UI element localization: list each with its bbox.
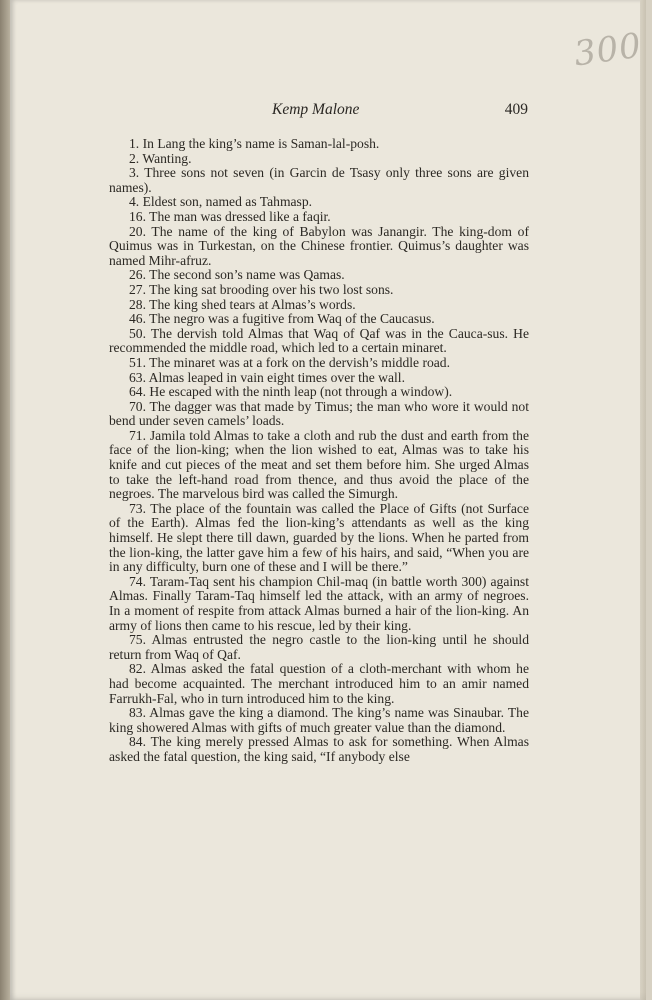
page-edge bbox=[640, 0, 646, 1000]
note-paragraph: 74. Taram-Taq sent his champion Chil-maq (in battle worth 300) against Almas. Finally Taram-Taq himself led the attack, with an army of negroes. In a moment of respite from attack Almas burned a hair of the lion-king. An army of lions then came to his rescue, led by their king. bbox=[109, 573, 529, 633]
body-text bbox=[109, 137, 529, 765]
note-paragraph: 16. The man was dressed like a faqir. bbox=[129, 208, 331, 224]
note-paragraph: 75. Almas entrusted the negro castle to the lion-king until he should return from Waq of Qaf. bbox=[109, 632, 529, 662]
note-paragraph: 64. He escaped with the ninth leap (not through a window). bbox=[129, 384, 453, 400]
note-paragraph: 50. The dervish told Almas that Waq of Qaf was in the Cauca-sus. He recommended the middle road, which led to a certain minaret. bbox=[109, 325, 529, 356]
pencil-margin-note: 300 bbox=[571, 25, 645, 75]
note-paragraph: 4. Eldest son, named as Tahmasp. bbox=[129, 194, 313, 210]
note-paragraph: 63. Almas leaped in vain eight times over the wall. bbox=[129, 369, 405, 385]
note-paragraph: 3. Three sons not seven (in Garcin de Tsasy only three sons are given names). bbox=[109, 165, 529, 195]
page-number: 409 bbox=[504, 101, 528, 118]
note-paragraph: 84. The king merely pressed Almas to ask for something. When Almas asked the fatal question, the king said, “If anybody else bbox=[109, 734, 529, 764]
note-paragraph: 73. The place of the fountain was called the Place of Gifts (not Surface of the Earth). Almas fed the lion-king’s attendants as well as the king himself. He slept there till dawn, guarded by the lions. When he parted from the lion-king, the latter gave him a few of his hairs, and said, “When you are in any difficulty, burn one of these and I will be there.” bbox=[109, 500, 529, 575]
book-binding bbox=[0, 0, 10, 1000]
note-paragraph: 70. The dagger was that made by Timus; the man who wore it would not bend under seven camels’ loads. bbox=[109, 398, 529, 429]
note-paragraph: 1. In Lang the king’s name is Saman-lal-posh. bbox=[129, 136, 380, 151]
note-paragraph: 46. The negro was a fugitive from Waq of the Caucasus. bbox=[129, 311, 435, 327]
running-header bbox=[109, 101, 529, 121]
note-paragraph: 83. Almas gave the king a diamond. The king’s name was Sinaubar. The king showered Almas with gifts of much greater value than the diamond. bbox=[109, 705, 529, 735]
note-paragraph: 28. The king shed tears at Almas’s words. bbox=[129, 296, 356, 312]
note-paragraph: 26. The second son’s name was Qamas. bbox=[129, 267, 345, 283]
note-paragraph: 20. The name of the king of Babylon was Janangir. The king-dom of Quimus was in Turkestan, on the Chinese frontier. Quimus’s daughter was named Mihr-afruz. bbox=[109, 223, 529, 268]
note-paragraph: 82. Almas asked the fatal question of a cloth-merchant with whom he had become acquainted. The merchant introduced him to an amir named Farrukh-Fal, who in turn introduced him to the king. bbox=[109, 661, 529, 706]
note-paragraph: 2. Wanting. bbox=[129, 150, 192, 166]
running-title: Kemp Malone bbox=[272, 101, 360, 118]
note-paragraph: 51. The minaret was at a fork on the dervish’s middle road. bbox=[129, 354, 451, 370]
page-shadow bbox=[10, 992, 646, 1000]
note-paragraph: 71. Jamila told Almas to take a cloth and rub the dust and earth from the face of the lion-king; when the lion wished to eat, Almas was to take his knife and cut pieces of the meat and set them before him. She urged Almas to take the left-hand road from thence, and thus avoid the place of the negroes. The marvelous bird was called the Simurgh. bbox=[109, 427, 529, 502]
note-paragraph: 27. The king sat brooding over his two lost sons. bbox=[129, 281, 394, 297]
